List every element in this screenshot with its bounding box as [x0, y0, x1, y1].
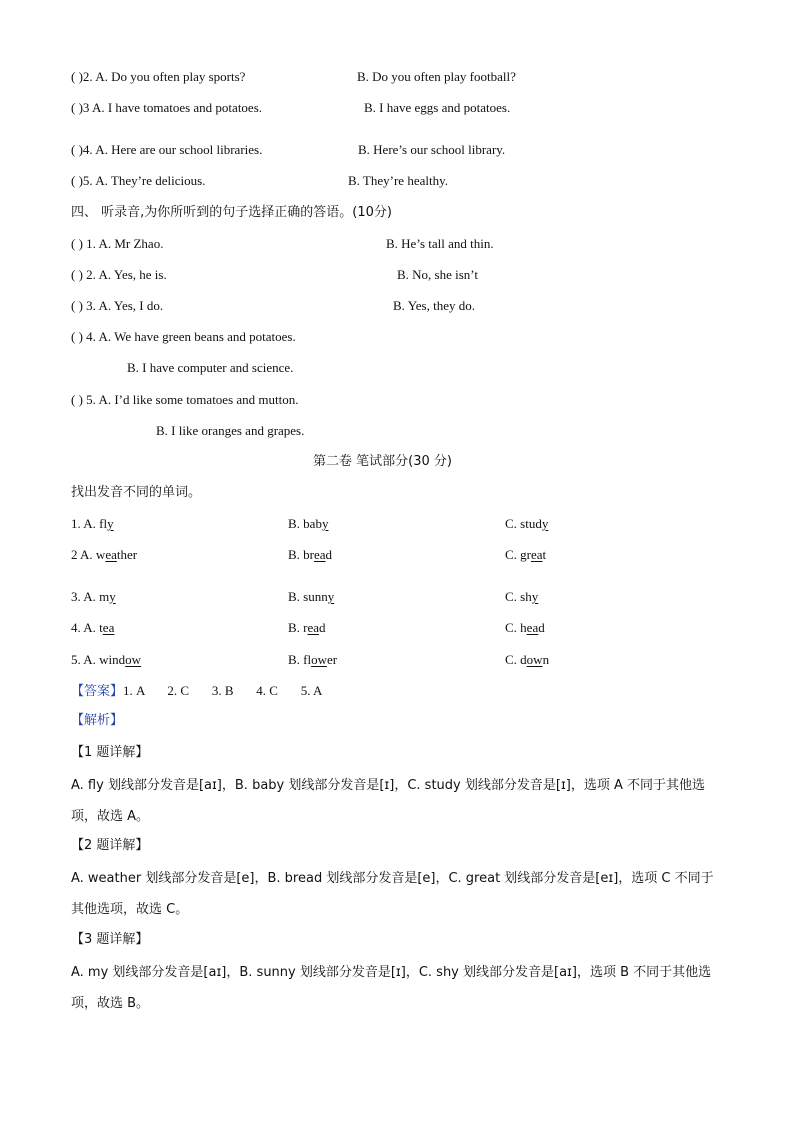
underlined-letters: ow — [125, 652, 142, 667]
s4-item-1 — [71, 235, 163, 253]
word-part: fl — [99, 516, 108, 531]
word-part: B. br — [288, 547, 314, 562]
phonics-row-4-c — [505, 619, 545, 637]
option-b: B. I have eggs and potatoes. — [364, 100, 511, 115]
detail-2-title: 【2 题详解】 — [71, 838, 149, 853]
phonics-heading: 找出发音不同的单词。 — [71, 485, 202, 500]
option-b: B. Do you often play football? — [357, 69, 516, 84]
detail-3-title: 【3 题详解】 — [71, 932, 149, 947]
phonics-row-2-a — [71, 546, 137, 564]
row-number: 3. A. — [71, 589, 96, 604]
section-4-heading: 四、 听录音,为你所听到的句子选择正确的答语。(10分) — [71, 205, 392, 220]
phonics-row-2-c — [505, 546, 546, 564]
word-part: t — [542, 547, 547, 562]
row-number: 5. A. — [71, 652, 96, 667]
s3-item-3 — [71, 99, 262, 117]
word-part: C. gr — [505, 547, 531, 562]
option-a: A. Mr Zhao. — [98, 236, 164, 251]
item-number: ( ) 2. — [71, 267, 96, 282]
word-part: m — [99, 589, 110, 604]
s4-item-2 — [71, 266, 167, 284]
phonics-row-5-a — [71, 651, 141, 669]
s3-item-2 — [71, 68, 245, 86]
item-number: ( )5. — [71, 173, 93, 188]
underlined-letters: ea — [105, 547, 117, 562]
underlined-letters: ow — [526, 652, 543, 667]
word-part: w — [95, 547, 106, 562]
detail-2-text: A. weather 划线部分发音是[e]，B. bread 划线部分发音是[e]，C. great 划线部分发音是[eɪ]，选项 C 不同于其他选项，故选 C。 — [71, 871, 714, 917]
answer-label: 【答案】 — [71, 684, 124, 699]
word-part: n — [542, 652, 550, 667]
item-number: ( ) 1. — [71, 236, 96, 251]
option-a: A. Do you often play sports? — [95, 69, 246, 84]
option-b: B. Here’s our school library. — [358, 142, 506, 157]
word-part: wind — [99, 652, 126, 667]
word-part: d — [325, 547, 333, 562]
word-part: ther — [116, 547, 138, 562]
word-part: B. fl — [288, 652, 312, 667]
underlined-letters: y — [109, 589, 116, 604]
underlined-letters: y — [541, 516, 549, 531]
s4-item-4 — [71, 328, 296, 346]
detail-1-text: A. fly 划线部分发音是[aɪ]，B. baby 划线部分发音是[ɪ]，C. study 划线部分发音是[ɪ]，选项 A 不同于其他选项，故选 A。 — [71, 778, 705, 824]
underlined-letters: ea — [526, 620, 539, 635]
part-2-title: 第二卷 笔试部分(30 分) — [313, 454, 452, 469]
detail-3-text: A. my 划线部分发音是[aɪ]，B. sunny 划线部分发音是[ɪ]，C. shy 划线部分发音是[aɪ]，选项 B 不同于其他选项，故选 B。 — [71, 965, 712, 1011]
phonics-row-1-b — [288, 515, 328, 533]
item-number: ( ) 3. — [71, 298, 96, 313]
option-a: A. Here are our school libraries. — [95, 142, 263, 157]
option-b: B. I have computer and science. — [127, 360, 294, 375]
detail-1-title: 【1 题详解】 — [71, 745, 149, 760]
phonics-row-5-b — [288, 651, 337, 669]
phonics-row-3-c — [505, 588, 538, 606]
underlined-letters: y — [321, 516, 329, 531]
underlined-letters: y — [327, 589, 335, 604]
option-b: B. No, she isn’t — [397, 267, 479, 282]
option-b: B. I like oranges and grapes. — [156, 423, 305, 438]
underlined-letters: ow — [311, 652, 328, 667]
row-number: 4. A. — [71, 620, 96, 635]
underlined-letters: ea — [531, 547, 543, 562]
option-b: B. They’re healthy. — [348, 173, 448, 188]
option-a: A. I have tomatoes and potatoes. — [91, 100, 263, 115]
option-a: A. I’d like some tomatoes and mutton. — [98, 392, 299, 407]
answer-line — [71, 682, 322, 701]
underlined-letters: ea — [102, 620, 115, 635]
underlined-letters: y — [107, 516, 114, 531]
option-b: B. Yes, they do. — [393, 298, 475, 313]
option-a: A. They’re delicious. — [95, 173, 206, 188]
word-part: C. h — [505, 620, 527, 635]
underlined-letters: ea — [314, 547, 326, 562]
s3-item-5 — [71, 172, 205, 190]
option-b: B. He’s tall and thin. — [386, 236, 494, 251]
answer-text: 1. A 2. C 3. B 4. C 5. A — [123, 683, 323, 698]
option-a: A. Yes, he is. — [98, 267, 167, 282]
option-a: A. We have green beans and potatoes. — [98, 329, 296, 344]
item-number: ( )3 — [71, 100, 90, 115]
row-number: 1. A. — [71, 516, 96, 531]
s3-item-4 — [71, 141, 262, 159]
phonics-row-5-c — [505, 651, 549, 669]
phonics-row-2-b — [288, 546, 332, 564]
underlined-letters: y — [531, 589, 539, 604]
phonics-row-1-a — [71, 515, 114, 533]
word-part: C. d — [505, 652, 527, 667]
phonics-row-1-c — [505, 515, 548, 533]
word-part: d — [538, 620, 545, 635]
s4-item-5 — [71, 391, 299, 409]
word-part: B. r — [288, 620, 308, 635]
word-part: er — [327, 652, 338, 667]
word-part: t — [99, 620, 103, 635]
phonics-row-4-b — [288, 619, 326, 637]
word-part: C. sh — [505, 589, 532, 604]
item-number: ( ) 4. — [71, 329, 96, 344]
phonics-row-4-a — [71, 619, 114, 637]
word-part: B. bab — [288, 516, 322, 531]
phonics-row-3-a — [71, 588, 116, 606]
word-part: B. sunn — [288, 589, 328, 604]
word-part: C. stud — [505, 516, 542, 531]
word-part: d — [319, 620, 326, 635]
phonics-row-3-b — [288, 588, 334, 606]
item-number: ( )2. — [71, 69, 93, 84]
underlined-letters: ea — [307, 620, 320, 635]
analysis-label: 【解析】 — [71, 713, 124, 728]
option-a: A. Yes, I do. — [98, 298, 164, 313]
item-number: ( )4. — [71, 142, 93, 157]
s4-item-3 — [71, 297, 163, 315]
row-number: 2 A. — [71, 547, 93, 562]
item-number: ( ) 5. — [71, 392, 96, 407]
